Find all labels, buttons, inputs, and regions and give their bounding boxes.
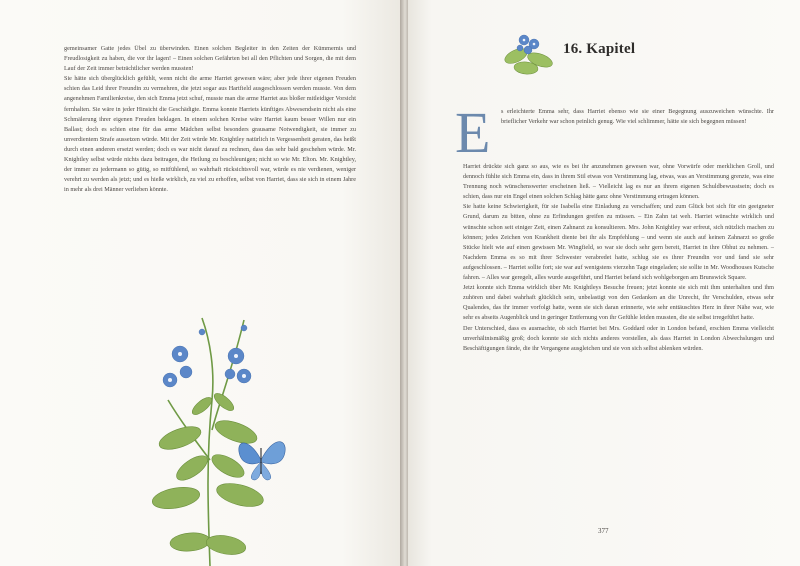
drop-cap-letter: E [455, 100, 491, 165]
paragraph: Sie hatte keine Schwierigkeit, für sie Isabella eine Einladung zu verschaffen; und zum Glück bot sich für ein geeigneter Grund, darum zu bitten, ohne zu Erfindungen greifen zu müssen. – Ein Zahn tat weh. Harriet wünschte wirklich und wünschte schon seit einiger Zeit, einen Zahnarzt zu konsultieren. Mrs. John Knightley war erfreut, sich nützlich machen zu können; jedes Zeichen von Krankheit diente bei ihr als Empfehlung – und wenn sie auch auf keinen Zahnarzt so große Stücke hielt wie auf einen gewissen Mr. Wingfield, so war sie doch sehr gern bereit, Harriet in ihre Obhut zu nehmen. – Nachdem Emma es so mit ihrer Schwester verabredet hatte, schlug sie es ihrer Freundin vor und fand sie sehr aufgeschlossen. – Harriet sollte fort; sie war auf wenigstens vierzehn Tage eingeladen; sie sollte in Mr. Woodhouses Kutsche fahren. – Alles war geregelt, alles wurde ausgeführt, und Harriet befand sich wohlgeborgen am Brunswick Square. [463, 203, 774, 282]
paragraph: gemeinsamer Gatte jedes Übel zu überwinden. Einen solchen Begleiter in den Zeiten der Kümmernis und Freudlosigkeit zu haben, die vor ihr lagen! – Einen solchen Gefährten bei all den Pflichten und Sorgen, die mit dem Lauf der Zeit immer beträchtlicher werden mussten! [64, 45, 356, 73]
paragraph: Jetzt konnte sich Emma wirklich über Mr. Knightleys Besuche freuen; jetzt konnte sie sich mit ihm unterhalten und ihm zuhören und dabei wahrhaft glücklich sein, unbelastigt von den Gedanken an die Unrecht, ihr Verschulden, etwas sehr Qualendes, das ihr immer vorfolgt hatte, wenn sie sich daran erinnerte, wie sehr enttäuschtes Herz in ihrer Nähe war, wie sehr es abseits Augenblick und in geringer Entfernung von ihr Gefühle leiden mussten, die sie selbst irregeführt hatte. [463, 284, 774, 322]
paragraph: Harriet drückte sich ganz so aus, wie es bei ihr anzunehmen gewesen war, ohne Vorwürfe oder merklichen Groll, und dennoch fühlte sich Emma ein, dass in ihrem Stil etwas von Verstimmung lag, etwas, was an Verstimmung grenzte, was eine Trennung noch wünschenswerter erscheinen ließ. – Vielleicht lag es nur an ihrem eigenen Schuldbewusstsein; doch es schien, dass nur ein Engel einen solchen Schlag hätte ganz ohne Verstimmung ertragen können. [463, 163, 774, 201]
drop-cap [455, 100, 493, 165]
right-page-text [463, 162, 774, 354]
chapter-flower-icon [500, 26, 558, 78]
paragraph: Der Unterschied, dass es ausmachte, ob sich Harriet bei Mrs. Goddard oder in London befand, erschien Emma vielleicht unverhältnismäßig groß; doch konnte sie sich nichts anderes vorstellen, als dass Harriet in London Abwechslungen und Beschäftigungen fände, die ihr Vergangene ausgleichen und sie von sich selbst ablenken würden. [463, 324, 774, 352]
first-paragraph: s erleichterte Emma sehr, dass Harriet ebenso wie sie einer Begegnung auszuweichen wünschte. Ihr brieflicher Verkehr war schon peinlich genug. Wie viel schlimmer, hätte sie sich begegnen müssen! [501, 108, 774, 126]
page-number: 377 [598, 527, 609, 535]
paragraph: Sie hätte sich überglücklich gefühlt, wenn nicht die arme Harriet gewesen wäre; aber jede ihrer eigenen Freuden schien das Leid ihrer Freundin zu vermehren, die jetzt sogar aus Hartfield ausgeschlossen werden musste. Von dem angenehmen Familienkreise, den sich Emma jetzt schuf, musste man die arme Harriet aus bloßer mitleidiger Vorsicht fernhalten. Sie wäre in jeder Hinsicht die Geschädigte. Emma konnte Harriets künftiges Abwesendsein nicht als eine Schmälerung ihrer eigenen Freuden beklagen. In einem solchen Kreise wäre Harriet kaum besser Willen nur ein Ballast; doch es schien eine für das arme Mädchen selbst besonders grausame Notwendigkeit, sie immer zu unverdientem Strafe aussetzen würde. Mit der Zeit würde Mr. Knightley natürlich in Vergessenheit geraten, das heißt durch einen anderen ersetzt werden; doch es war nicht darauf zu rechnen, dass das sehr bald geschehen würde. Mr. Knightley selbst würde nichts dazu beitragen, die Heilung zu beschleunigen; nicht so wie Mr. Elton. Mr. Knightley, der immer zu jedermann so gütig, so mitfühlend, so wahrhaft rücksichtsvoll war, würde es nie verdienen, weniger verehrt zu werden als jetzt; und es hieße wirklich, zu viel zu erhoffen, selbst von Harriet, dass sie sich in einem Jahre in mehr als drei Männer verlieben könnte. [64, 75, 356, 194]
butterfly-illustration [233, 430, 289, 484]
chapter-title: 16. Kapitel [563, 41, 636, 57]
left-page-text [64, 44, 356, 195]
